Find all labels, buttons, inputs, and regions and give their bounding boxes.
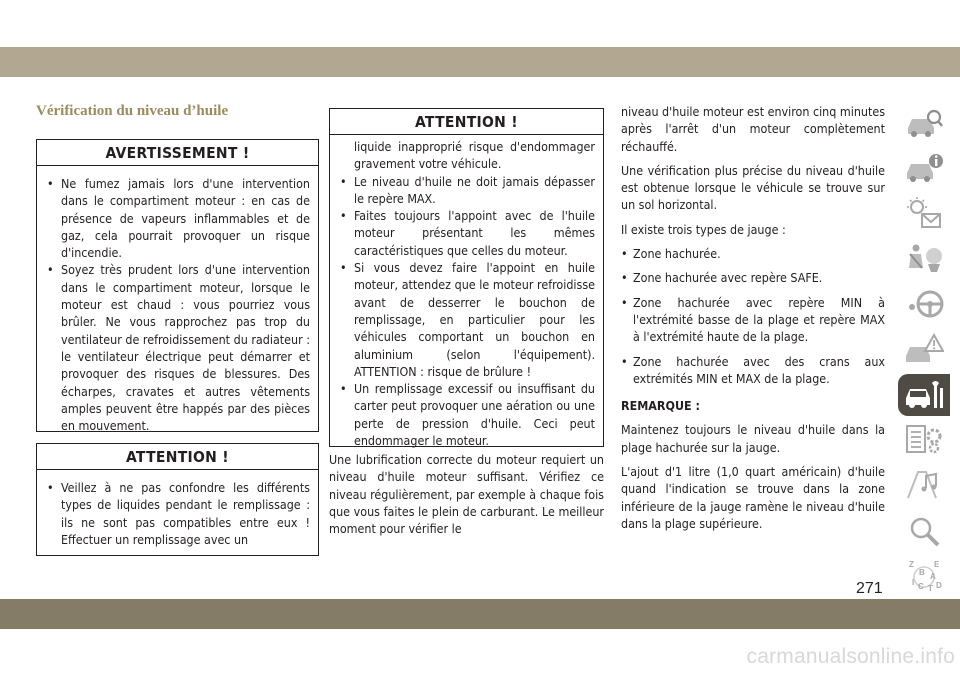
dipstick-type-item: • Zone hachurée. (621, 245, 885, 262)
warning-item: • Ne fumez jamais lors d'une intervention dans le compartiment moteur : en cas de présence de vapeurs inflammables et de gaz, cela pourrait provoquer un risque d'incendie. (37, 175, 318, 261)
warning-box (36, 139, 319, 432)
caution-box-continued (329, 108, 604, 447)
warning-lights-icon (904, 197, 944, 231)
caution-box (36, 443, 319, 556)
caution-item: • Si vous devez faire l'appoint en huile moteur, attendez que le moteur refroidisse avant de desserrer le bouchon de remplissage, en particulier pour les véhicules comportant un bouchon en aluminium (selon l'équipement). ATTENTION : risque de brûlure ! (330, 259, 603, 380)
paragraph: L'ajout d'1 litre (1,0 quart américain) d'huile quand l'indication se trouve dans la zone inférieure de la jauge ramène le niveau d'huile dans la plage supérieure. (621, 464, 885, 531)
dipstick-type-item: • Zone hachurée avec repère SAFE. (621, 269, 885, 286)
middle-paragraph-block (329, 451, 604, 544)
dipstick-type-item: • Zone hachurée avec repère MIN à l'extrémité basse de la plage et repère MAX à l'extrémité haute de la plage. (621, 294, 885, 346)
caution-item: • Le niveau d'huile ne doit jamais dépasser le repère MAX. (330, 173, 603, 208)
tab-index-search[interactable] (898, 510, 950, 552)
caution-heading: ATTENTION ! (37, 444, 318, 470)
tab-safety[interactable] (898, 238, 950, 280)
tab-car-info[interactable] (898, 147, 950, 189)
paragraph: Il existe trois types de jauge : (621, 221, 786, 237)
svg-text:D: D (936, 580, 942, 590)
hazard-car-icon (904, 332, 944, 366)
alphabet-index-icon (904, 559, 944, 593)
svg-text:B: B (919, 567, 925, 577)
dipstick-type-item: • Zone hachurée avec des crans aux extrémités MIN et MAX de la plage. (621, 353, 885, 388)
warning-item: • Soyez très prudent lors d'une intervention dans le compartiment moteur, lorsque le moteur est chaud : vous pourriez vous brûler. Ne vous rapprochez pas trop du ventilateur de refroidissement du radiateur : le ventilateur électrique peut démarrer et provoquer des risques de blessures. Des écharpes, cravates et autres vêtements amples peuvent être happés par des pièces en mouvement. (37, 261, 318, 434)
footer-band (0, 599, 960, 629)
svg-text:Z: Z (909, 559, 914, 569)
svg-text:I: I (912, 577, 915, 587)
page-number: 271 (856, 580, 883, 597)
chapter-tabs (898, 102, 950, 600)
seatbelt-airbag-icon (904, 242, 944, 276)
section-title: Vérification du niveau d’huile (36, 103, 229, 119)
caution-heading: ATTENTION ! (330, 109, 603, 135)
remark-label: REMARQUE : (621, 398, 700, 414)
caution-item: • Faites toujours l'appoint avec de l'huile moteur présentant les mêmes caractéristiques que celles du moteur. (330, 207, 603, 259)
svg-text:C: C (918, 581, 924, 591)
car-wrench-icon (904, 378, 944, 412)
svg-text:T: T (928, 583, 933, 593)
specifications-gear-icon (904, 423, 944, 457)
watermark: carmanualsonline.info (746, 645, 955, 668)
right-column (621, 103, 885, 539)
tab-driving[interactable] (898, 283, 950, 325)
remark-text: Maintenez toujours le niveau d'huile dans la plage hachurée sur la jauge. (621, 422, 885, 455)
tab-servicing[interactable] (898, 374, 950, 416)
tab-emergency[interactable] (898, 328, 950, 370)
lubrication-paragraph: Une lubrification correcte du moteur requiert un niveau d'huile moteur suffisant. Vérifiez ce niveau régulièrement, par exemple à chaque fois que vous faites le plein de carburant. Le meilleur moment pour vérifier le (329, 452, 604, 537)
music-navigation-icon (904, 468, 944, 502)
caution-continuation: liquide inapproprié risque d'endommager gravement votre véhicule. (354, 139, 595, 172)
tab-specifications[interactable] (898, 419, 950, 461)
svg-text:A: A (930, 571, 936, 581)
caution-item: • Veillez à ne pas confondre les différents types de liquides pendant le remplissage : ils ne sont pas compatibles entre eux ! Effectuer un remplissage avec un (37, 479, 318, 548)
tab-car-search[interactable] (898, 102, 950, 144)
magnifier-index-icon (904, 514, 944, 548)
header-band (0, 47, 960, 77)
steering-wheel-icon (904, 287, 944, 321)
tab-alphabetical-index[interactable] (898, 555, 950, 597)
warning-heading: AVERTISSEMENT ! (37, 140, 318, 166)
svg-text:E: E (934, 559, 940, 569)
caution-item: • Un remplissage excessif ou insuffisant du carter peut provoquer une aération ou une perte de pression d'huile. Ceci peut endommager le moteur. (330, 380, 603, 449)
paragraph: Une vérification plus précise du niveau d'huile est obtenue lorsque le véhicule se trouve sur un sol horizontal. (621, 162, 885, 213)
tab-warning-lights[interactable] (898, 193, 950, 235)
car-info-icon (904, 151, 944, 185)
tab-multimedia[interactable] (898, 464, 950, 506)
paragraph: niveau d'huile moteur est environ cinq minutes après l'arrêt d'un moteur complètement réchauffé. (621, 104, 885, 154)
car-search-icon (904, 106, 944, 140)
